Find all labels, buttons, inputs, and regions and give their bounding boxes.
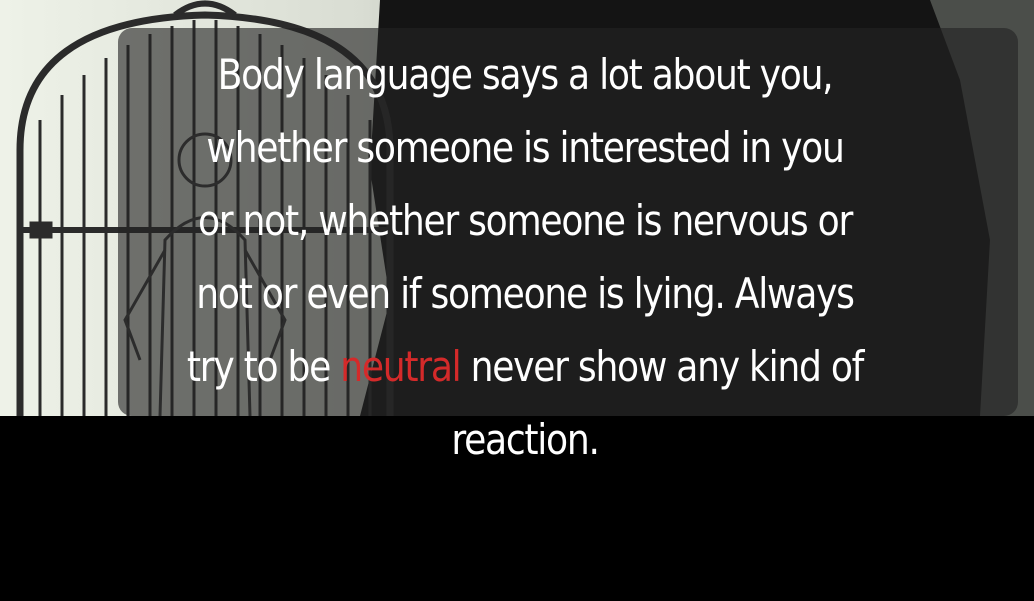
caption-line-6: reaction.: [451, 415, 599, 464]
highlighted-word: neutral: [340, 342, 461, 391]
caption-line-4: not or even if someone is lying. Always: [196, 269, 854, 318]
caption-text: [108, 38, 942, 476]
caption-line-5-start: try to be: [186, 342, 341, 391]
caption-line-3: or not, whether someone is nervous or: [197, 196, 853, 245]
caption-line-1: Body language says a lot about you,: [217, 50, 833, 99]
caption-line-2: whether someone is interested in you: [206, 123, 844, 172]
caption-line-5-end: never show any kind of: [460, 342, 864, 391]
caption-line-5: [108, 330, 942, 403]
